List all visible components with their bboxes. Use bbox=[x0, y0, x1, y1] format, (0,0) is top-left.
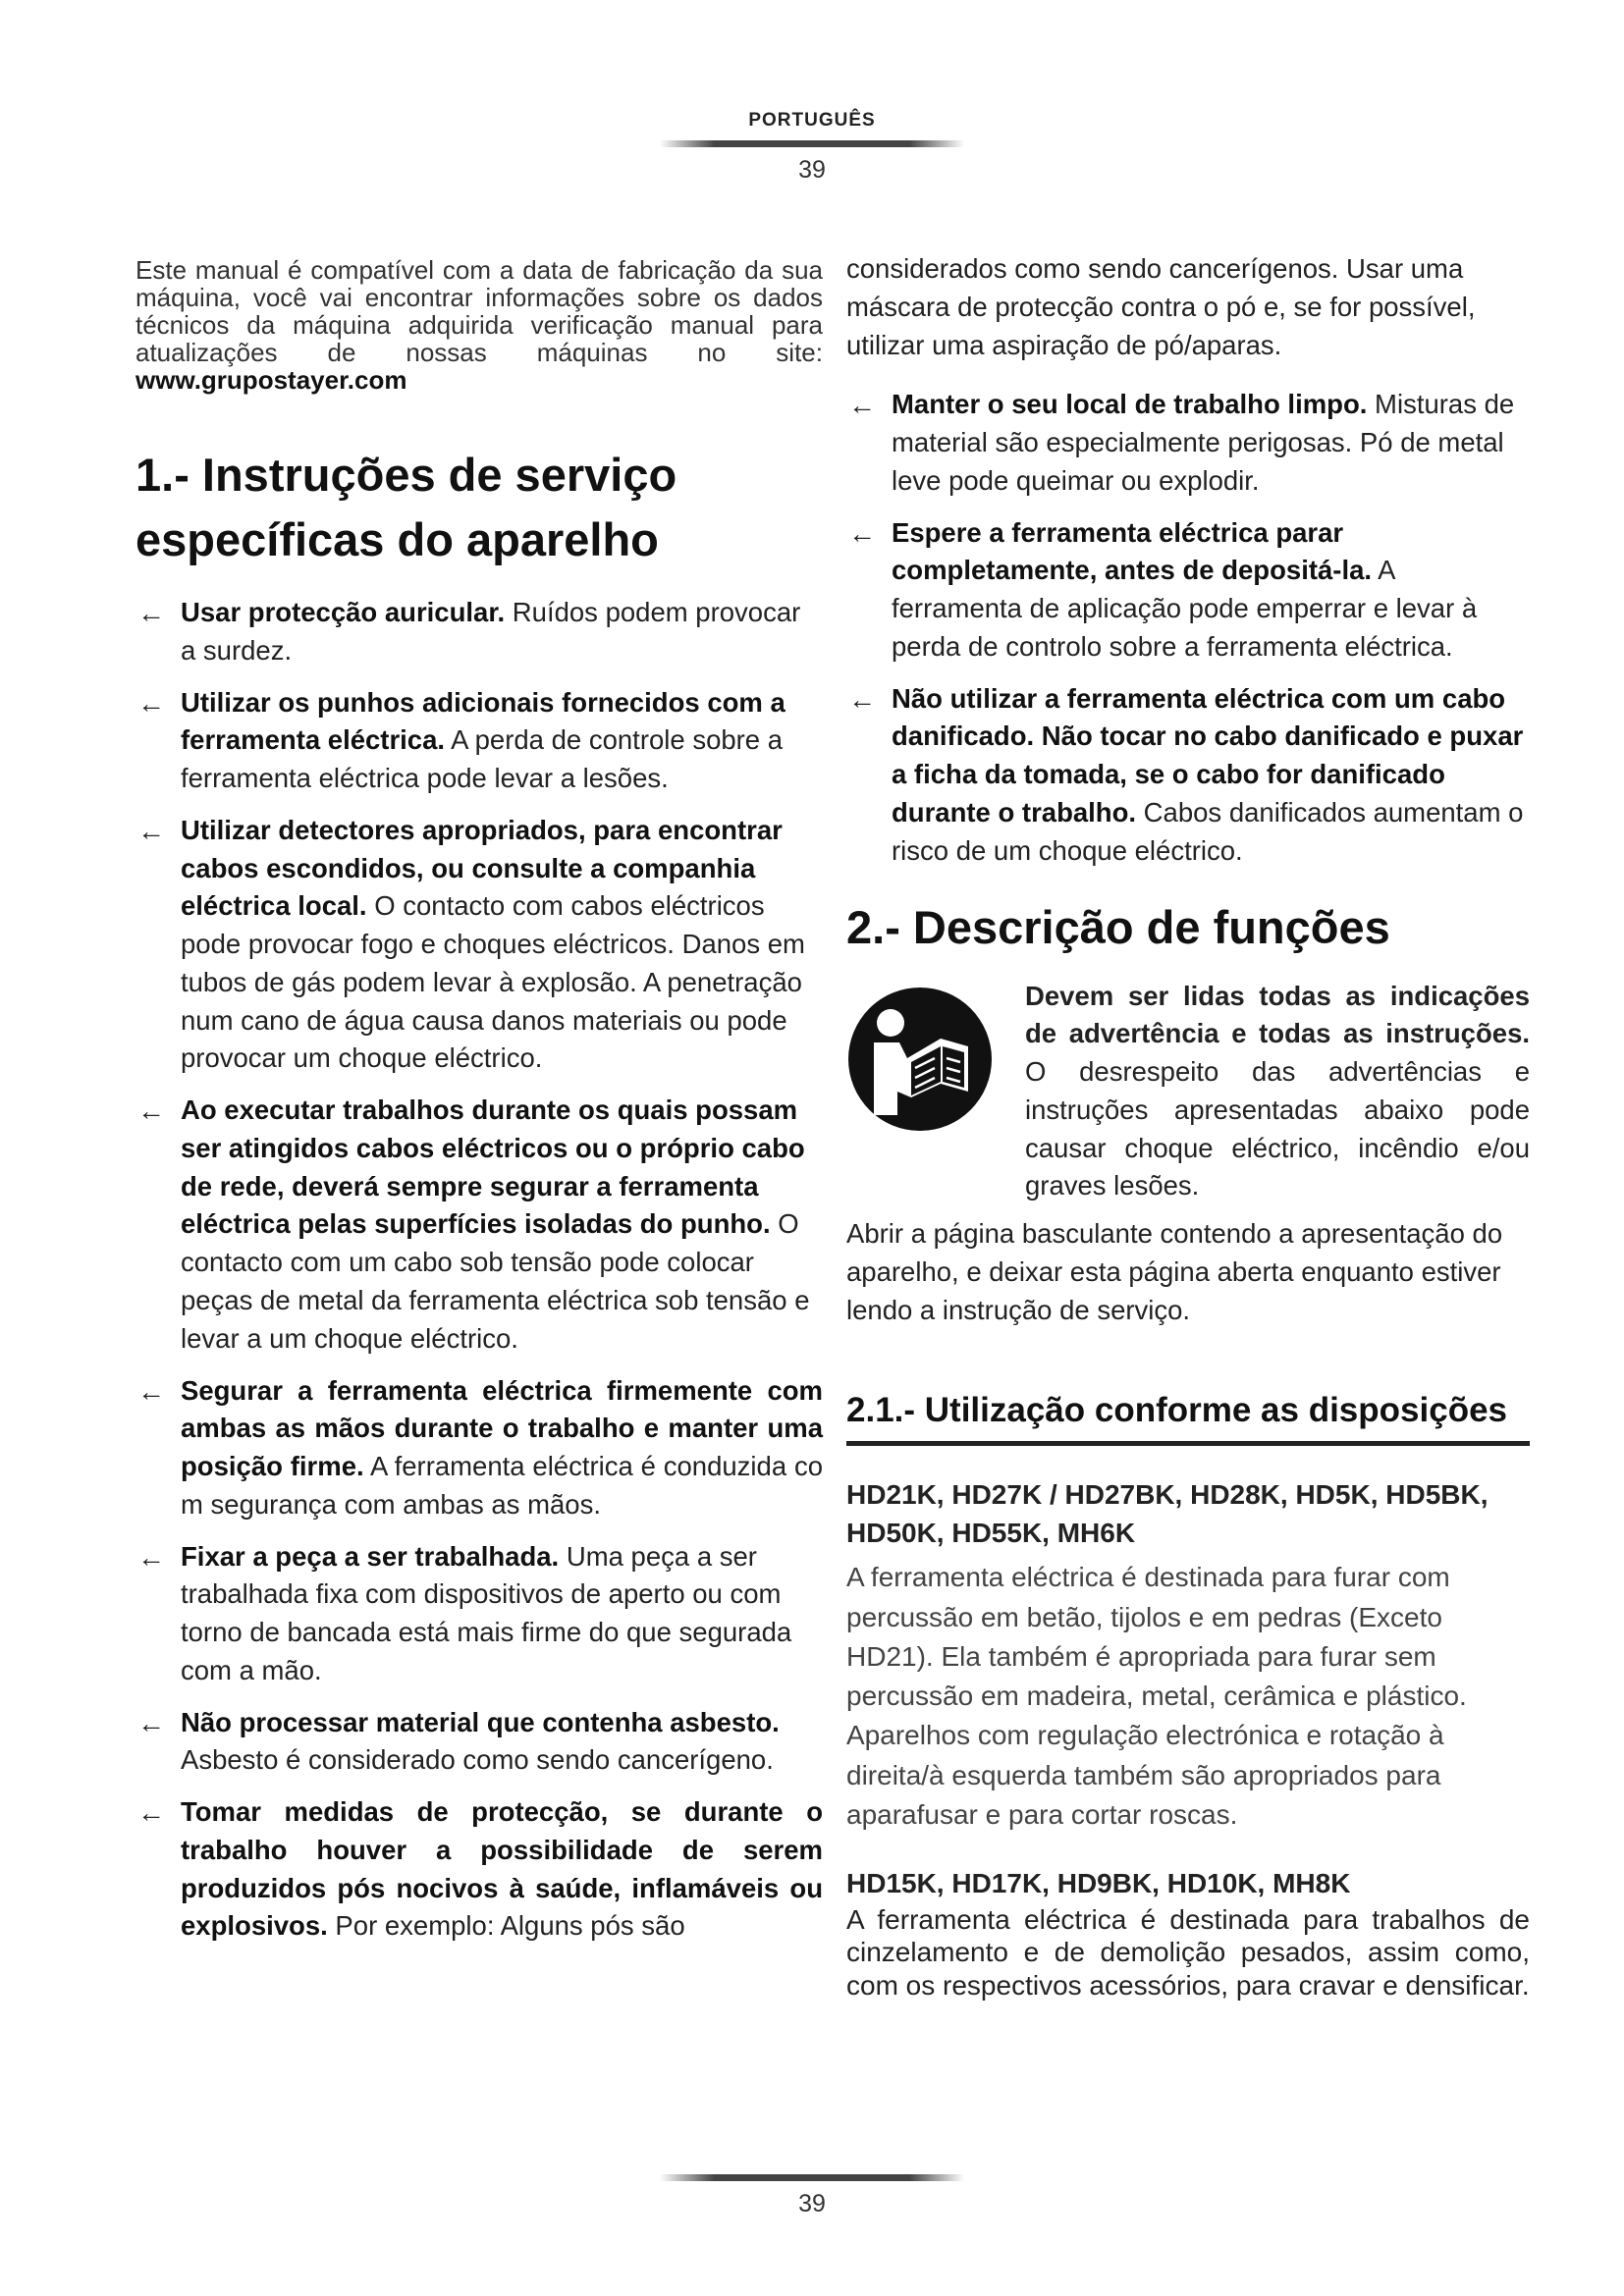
instruction-item bbox=[135, 812, 823, 1078]
instruction-bold: Utilizar detectores apropriados, para encontrar cabos escondidos, ou consulte a companhia eléctrica local. bbox=[181, 814, 783, 922]
intro-paragraph bbox=[135, 256, 823, 394]
instruction-item bbox=[135, 1793, 823, 1946]
left-column bbox=[135, 250, 823, 1959]
language-label: PORTUGUÊS bbox=[748, 110, 876, 131]
header-rule bbox=[660, 140, 964, 147]
section-2-title: 2.- Descrição de funções bbox=[846, 901, 1390, 954]
instruction-text: A ferramenta de aplicação pode emperrar e levar à perda de controlo sobre a ferramenta eléctrica. bbox=[892, 555, 1478, 662]
arrow-left-icon: ← bbox=[137, 597, 165, 628]
section-2-1-title: 2.1.- Utilização conforme as disposições bbox=[846, 1386, 1530, 1445]
arrow-left-icon: ← bbox=[137, 1375, 165, 1407]
instruction-text: Ruídos podem provocar a surdez. bbox=[181, 596, 801, 666]
warning-bold: Devem ser lidas todas as indicações de advertência e todas as instruções. bbox=[1025, 980, 1530, 1049]
instruction-bold: Não processar material que contenha asbesto. bbox=[181, 1706, 780, 1737]
instruction-bold: Não utilizar a ferramenta eléctrica com um cabo danificado. Não tocar no cabo danificado e puxar a ficha da tomada, se o cabo for danificado durante o trabalho. bbox=[892, 682, 1524, 828]
warning-text: O desrespeito das advertências e instruções apresentadas abaixo pode causar choque eléctrico, incêndio e/ou graves lesões. bbox=[1025, 1056, 1530, 1201]
instruction-bold: Segurar a ferramenta eléctrica firmemente com ambas as mãos durante o trabalho e manter uma posição firme. bbox=[181, 1374, 823, 1482]
instruction-text: Cabos danificados aumentam o risco de um choque eléctrico. bbox=[892, 796, 1524, 866]
section-1-title-line1: 1.- Instruções de serviço bbox=[135, 449, 677, 502]
instruction-paragraph: Abrir a página basculante contendo a apresentação do aparelho, e deixar esta página aberta enquanto estiver lendo a instrução de serviço. bbox=[846, 1218, 1503, 1325]
right-column bbox=[846, 250, 1530, 2002]
model-list-1: HD21K, HD27K / HD27BK, HD28K, HD5K, HD5BK, HD50K, HD55K, MH6K bbox=[846, 1478, 1489, 1548]
instruction-bold: Utilizar os punhos adicionais fornecidos com a ferramenta eléctrica. bbox=[181, 686, 785, 756]
footer-rule bbox=[660, 2174, 964, 2181]
model-list-2: HD15K, HD17K, HD9BK, HD10K, MH8K bbox=[846, 1868, 1351, 1899]
footer-page-number: 39 bbox=[798, 2190, 826, 2217]
instruction-item bbox=[135, 1092, 823, 1358]
arrow-left-icon: ← bbox=[848, 390, 876, 421]
read-manual-icon bbox=[846, 986, 994, 1133]
instruction-bold: Fixar a peça a ser trabalhada. bbox=[181, 1540, 560, 1572]
model-description-2: A ferramenta eléctrica é destinada para trabalhos de cinzelamento e de demolição pesados, assim como, com os respectivos acessórios, para cravar e densificar. bbox=[846, 1903, 1530, 2001]
arrow-left-icon: ← bbox=[137, 687, 165, 719]
arrow-left-icon: ← bbox=[848, 517, 876, 549]
section-1-title-line2: específicas do aparelho bbox=[135, 513, 659, 566]
instruction-text: Por exemplo: Alguns pós são bbox=[327, 1910, 685, 1942]
instruction-text: Misturas de material são especialmente perigosas. Pó de metal leve pode queimar ou explodir. bbox=[892, 389, 1515, 496]
instruction-text: A perda de controle sobre a ferramenta eléctrica pode levar a lesões. bbox=[181, 724, 784, 794]
model-description-1: A ferramenta eléctrica é destinada para furar com percussão em betão, tijolos e em pedras (Exceto HD21). Ela também é apropriada para furar sem percussão em madeira, metal, cerâmica e plástico. Aparelhos com regulação electrónica e rotação à direita/à esquerda também são apropriados para aparafusar e para cortar roscas. bbox=[846, 1562, 1467, 1831]
arrow-left-icon: ← bbox=[137, 815, 165, 846]
instruction-text: O contacto com um cabo sob tensão pode colocar peças de metal da ferramenta eléctrica sob tensão e levar a um choque eléctrico. bbox=[181, 1208, 810, 1354]
instruction-text: O contacto com cabos eléctricos pode provocar fogo e choques eléctricos. Danos em tubos de gás podem levar à explosão. A penetração num cano de água causa danos materiais ou pode provocar um choque eléctrico. bbox=[181, 890, 805, 1074]
arrow-left-icon: ← bbox=[137, 1797, 165, 1829]
instruction-item bbox=[135, 1704, 823, 1781]
instruction-item bbox=[135, 684, 823, 798]
instruction-bold: Usar protecção auricular. bbox=[181, 596, 506, 627]
instruction-item bbox=[135, 1538, 823, 1690]
instruction-item bbox=[135, 594, 823, 670]
page-footer bbox=[0, 2174, 1624, 2218]
arrow-left-icon: ← bbox=[137, 1707, 165, 1738]
arrow-left-icon: ← bbox=[137, 1095, 165, 1127]
instruction-item bbox=[846, 514, 1530, 667]
arrow-left-icon: ← bbox=[137, 1541, 165, 1573]
instruction-text: A ferramenta eléctrica é conduzida co m segurança com ambas as mãos. bbox=[181, 1451, 823, 1520]
warning-block bbox=[846, 978, 1530, 1206]
instruction-item bbox=[846, 680, 1530, 871]
instruction-text: Uma peça a ser trabalhada fixa com dispositivos de aperto ou com torno de bancada está mais firme do que segurada com a mão. bbox=[181, 1540, 792, 1685]
website-link[interactable]: www.grupostayer.com bbox=[135, 365, 407, 396]
arrow-left-icon: ← bbox=[848, 683, 876, 715]
instruction-item bbox=[135, 1372, 823, 1524]
header-page-number: 39 bbox=[798, 156, 826, 184]
instruction-bold: Espere a ferramenta eléctrica parar completamente, antes de depositá-la. bbox=[892, 516, 1373, 586]
instruction-item bbox=[846, 386, 1530, 500]
intro-text: Este manual é compatível com a data de fabricação da sua máquina, você vai encontrar informações sobre os dados técnicos da máquina adquirida verificação manual para atualizações de nossas máquinas no site: bbox=[135, 255, 823, 368]
instruction-bold: Ao executar trabalhos durante os quais possam ser atingidos cabos eléctricos ou o próprio cabo de rede, deverá sempre segurar a ferramenta eléctrica pelas superfícies isoladas do punho. bbox=[181, 1095, 805, 1240]
instruction-bold: Manter o seu local de trabalho limpo. bbox=[892, 389, 1368, 420]
instruction-bold: Tomar medidas de protecção, se durante o trabalho houver a possibilidade de serem produzidos pós nocivos à saúde, inflamáveis ou explosivos. bbox=[181, 1796, 823, 1942]
instruction-text: Asbesto é considerado como sendo cancerígeno. bbox=[181, 1744, 774, 1776]
section-1-title bbox=[135, 443, 823, 572]
page-header bbox=[0, 110, 1624, 185]
continuation-paragraph: considerados como sendo cancerígenos. Usar uma máscara de protecção contra o pó e, se for possível, utilizar uma aspiração de pó/aparas. bbox=[846, 253, 1476, 360]
